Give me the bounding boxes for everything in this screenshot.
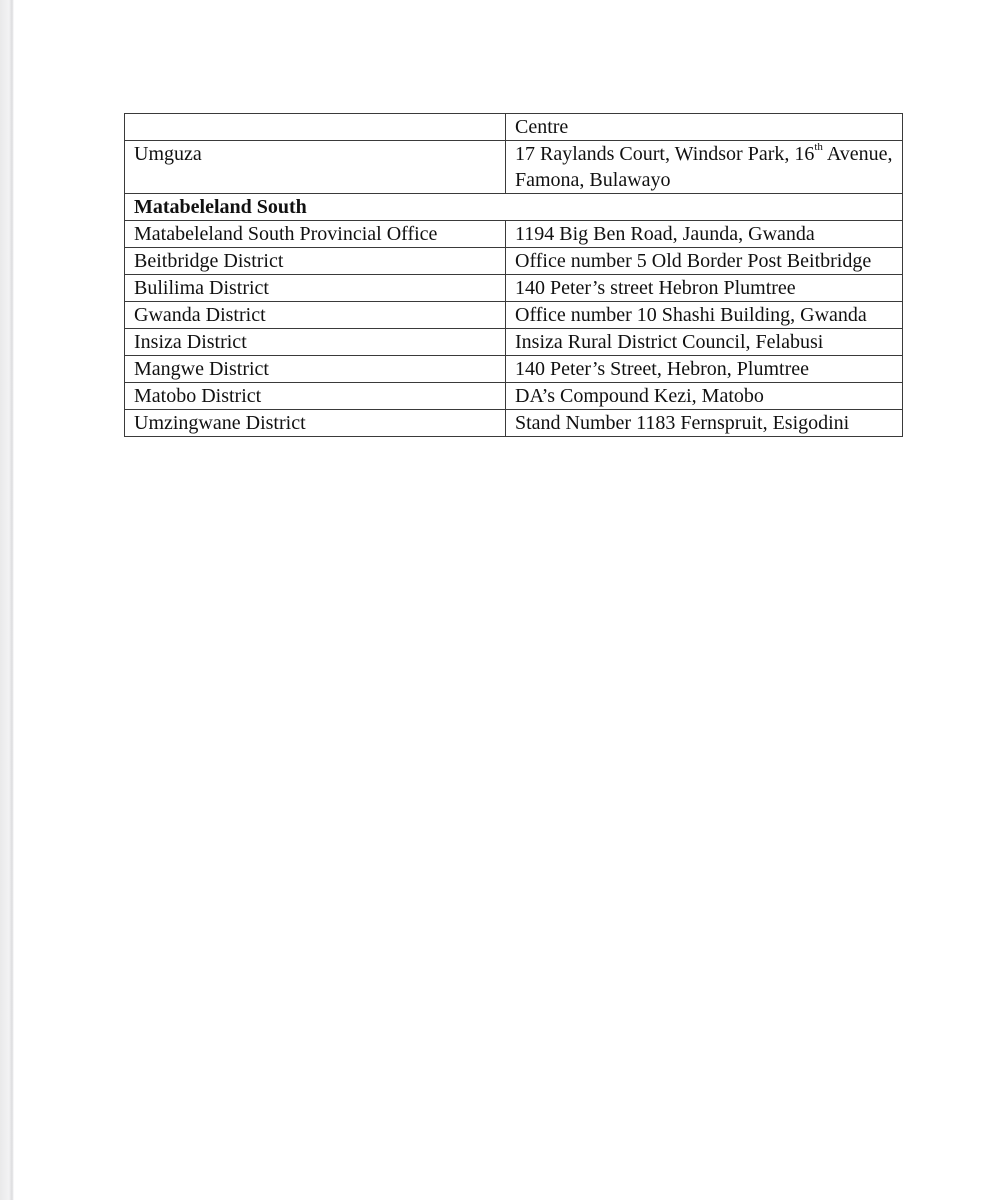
district-offices-table xyxy=(124,113,903,437)
office-address-cell xyxy=(506,141,903,194)
office-name-cell: Insiza District xyxy=(125,329,506,356)
table-row xyxy=(125,248,903,275)
office-name-cell: Matabeleland South Provincial Office xyxy=(125,221,506,248)
document-page xyxy=(14,0,997,1200)
table-row xyxy=(125,410,903,437)
office-address-cell: 140 Peter’s Street, Hebron, Plumtree xyxy=(506,356,903,383)
office-address-cell: Centre xyxy=(506,114,903,141)
table-row xyxy=(125,329,903,356)
section-header-row xyxy=(125,194,903,221)
office-name-cell: Umzingwane District xyxy=(125,410,506,437)
office-name-cell: Matobo District xyxy=(125,383,506,410)
viewer-left-edge xyxy=(0,0,14,1200)
office-address-cell: 140 Peter’s street Hebron Plumtree xyxy=(506,275,903,302)
office-address-cell: Office number 10 Shashi Building, Gwanda xyxy=(506,302,903,329)
office-address-cell: Insiza Rural District Council, Felabusi xyxy=(506,329,903,356)
office-name-cell: Bulilima District xyxy=(125,275,506,302)
office-name-cell: Beitbridge District xyxy=(125,248,506,275)
address-text: 17 Raylands Court, Windsor Park, 16 xyxy=(515,143,815,165)
office-name-cell: Umguza xyxy=(125,141,506,194)
office-address-cell: DA’s Compound Kezi, Matobo xyxy=(506,383,903,410)
table-row xyxy=(125,383,903,410)
table-row xyxy=(125,356,903,383)
address-superscript: th xyxy=(814,141,823,154)
office-name-cell: Gwanda District xyxy=(125,302,506,329)
table-row xyxy=(125,114,903,141)
section-title: Matabeleland South xyxy=(125,194,903,221)
office-address-cell: Office number 5 Old Border Post Beitbridge xyxy=(506,248,903,275)
office-name-cell: Mangwe District xyxy=(125,356,506,383)
office-address-cell: 1194 Big Ben Road, Jaunda, Gwanda xyxy=(506,221,903,248)
table-row xyxy=(125,221,903,248)
address-text-continued: Avenue, Famona, Bulawayo xyxy=(515,143,893,191)
table-row xyxy=(125,141,903,194)
table-row xyxy=(125,275,903,302)
office-name-cell xyxy=(125,114,506,141)
table-row xyxy=(125,302,903,329)
office-address-cell: Stand Number 1183 Fernspruit, Esigodini xyxy=(506,410,903,437)
